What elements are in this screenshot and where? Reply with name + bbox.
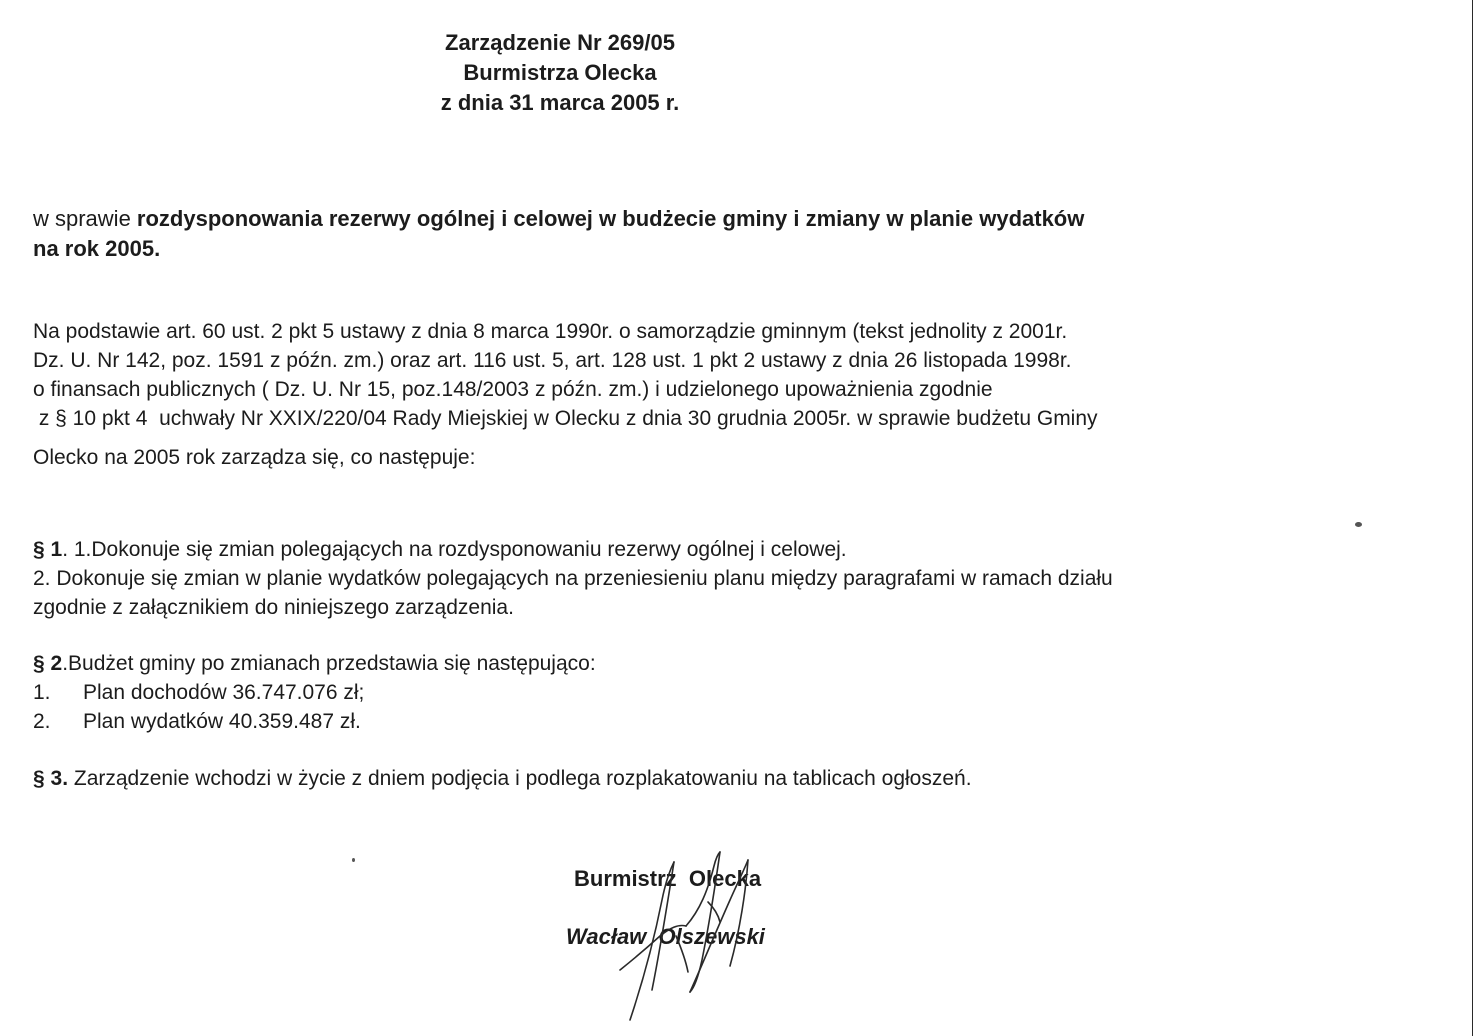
section-2-intro: .Budżet gminy po zmianach przedstawia się następująco:: [62, 652, 596, 675]
section-1-line: zgodnie z załącznikiem do niniejszego zarządzenia.: [33, 596, 514, 619]
scan-speck: [1355, 522, 1362, 527]
list-item-text: Plan wydatków 40.359.487 zł.: [83, 710, 361, 733]
list-item: [33, 678, 1453, 707]
header-issuer: Burmistrza Olecka: [463, 60, 657, 85]
basis-line: Dz. U. Nr 142, poz. 1591 z późn. zm.) oraz art. 116 ust. 5, art. 128 ust. 1 pkt 2 ustawy z dnia 26 listopada 1998r.: [33, 349, 1072, 372]
section-2-mark: § 2: [33, 652, 63, 675]
subject-bold-line1: rozdysponowania rezerwy ogólnej i celowej w budżecie gminy i zmiany w planie wydatków: [136, 206, 1085, 231]
section-1: [33, 535, 1453, 622]
list-item-number: 1.: [33, 681, 51, 704]
list-item-text: Plan dochodów 36.747.076 zł;: [83, 681, 365, 704]
section-1-line: 2. Dokonuje się zmian w planie wydatków polegających na przeniesieniu planu między paragrafami w ramach działu: [33, 567, 1113, 590]
section-3: [33, 764, 1453, 793]
document-header: [330, 28, 790, 118]
signer-name: Wacław Olszewski: [566, 924, 765, 949]
basis-line: o finansach publicznych ( Dz. U. Nr 15, poz.148/2003 z późn. zm.) i udzielonego upoważnienia zgodnie: [33, 378, 993, 401]
list-item-number: 2.: [33, 710, 51, 733]
list-item: [33, 707, 1453, 736]
legal-basis-paragraph: [33, 317, 1453, 472]
header-title: Zarządzenie Nr 269/05: [445, 30, 675, 55]
basis-line: z § 10 pkt 4 uchwały Nr XXIX/220/04 Rady Miejskiej w Olecku z dnia 30 grudnia 2005r. w sprawie budżetu Gminy: [33, 407, 1098, 430]
subject-prefix: w sprawie: [33, 206, 137, 231]
section-3-text: Zarządzenie wchodzi w życie z dniem podjęcia i podlega rozplakatowaniu na tablicach ogłoszeń.: [68, 767, 972, 790]
section-2: [33, 649, 1453, 736]
header-date: z dnia 31 marca 2005 r.: [440, 90, 680, 115]
basis-line: Na podstawie art. 60 ust. 2 pkt 5 ustawy z dnia 8 marca 1990r. o samorządzie gminnym (tekst jednolity z 2001r.: [33, 320, 1068, 343]
handwritten-signature: [590, 840, 790, 1030]
scan-speck: [352, 858, 355, 862]
subject-bold-line2: na rok 2005.: [33, 236, 161, 261]
section-1-mark: § 1: [33, 538, 63, 561]
section-1-line: . 1.Dokonuje się zmian polegających na rozdysponowaniu rezerwy ogólnej i celowej.: [62, 538, 847, 561]
section-3-mark: § 3.: [33, 767, 69, 790]
signer-role: Burmistrz Olecka: [574, 866, 762, 891]
basis-line: Olecko na 2005 rok zarządza się, co następuje:: [33, 446, 476, 469]
scan-border: [1472, 0, 1473, 1036]
subject-paragraph: [33, 204, 1433, 264]
